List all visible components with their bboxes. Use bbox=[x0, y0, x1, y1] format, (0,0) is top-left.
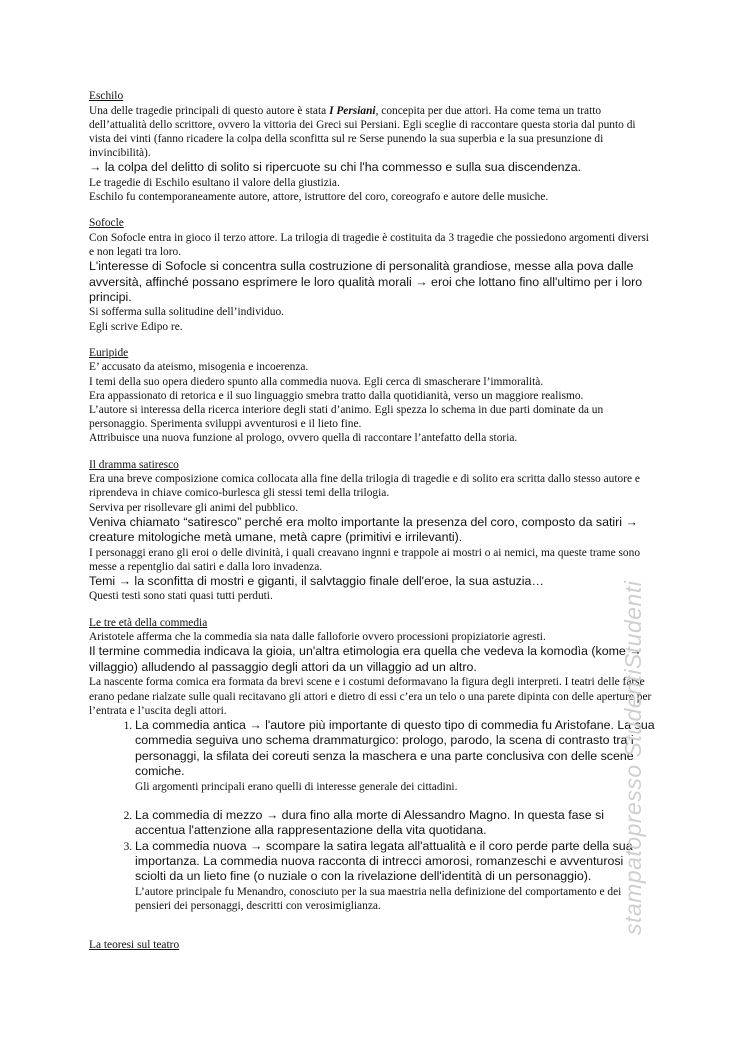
paragraph: Con Sofocle entra in gioco il terzo attore. La trilogia di tragedie è costituita da 3 tragedie che possiedono argomenti diversi e non legati tra loro. bbox=[89, 231, 649, 259]
paragraph bbox=[89, 104, 655, 161]
section-heading: La teoresi sul teatro bbox=[89, 939, 180, 952]
paragraph: La nascente forma comica era formata da brevi scene e i costumi deformavano la figura degli interpreti. I teatri delle farse erano pedane rialzate sulle quali recitavano gli attori e dietro di essi c’era un telo o una parete dipinta con delle aperture per l’entrata e l’uscita degli attori. bbox=[89, 676, 652, 717]
list-item-text: La commedia di mezzo → dura fino alla morte di Alessandro Magno. In questa fase si accentua l'attenzione alla rappresentazione della vita quotidana. bbox=[135, 807, 605, 838]
paragraph: L’autore si interessa della ricerca interiore degli stati d’animo. Egli spezza lo schema in due parti dominate da un personaggio. Sperimenta sviluppi avventurosi e il lieto fine. bbox=[89, 404, 604, 431]
section-heading: Eschilo bbox=[89, 90, 124, 102]
list-item bbox=[135, 808, 655, 839]
paragraph: Il termine commedia indicava la gioia, un'altra etimologia era quella che vedeva la komodìa (kome → villaggio) alludendo al passaggio degli attori da un villaggio ad un altro. bbox=[89, 644, 642, 674]
paragraph: I personaggi erano gli eroi o delle divinità, i quali creavano ingnni e trappole ai mostri o ai nemici, ma queste trame sono messe a repentglio dai satiri e dalla loro invadenza. bbox=[89, 546, 641, 573]
list-item-note: L’autore principale fu Menandro, conosciuto per la sua maestria nella definizione del comportamento e dei pensieri dei personaggi, descritti con verosimiglianza. bbox=[135, 885, 622, 912]
paragraph: L'interesse di Sofocle si concentra sulla costruzione di personalità grandiose, messe alla pova dalle avversità, affinché possano esprimere le loro qualità morali → eroi che lottano fino all'ultimo per i loro principi. bbox=[89, 259, 643, 305]
paragraph: Attribuisce una nuova funzione al prologo, ovvero quella di raccontare l’antefatto della storia. bbox=[89, 432, 518, 445]
section-sofocle bbox=[89, 217, 655, 334]
paragraph: E’ accusato da ateismo, misogenia e incoerenza. bbox=[89, 361, 309, 374]
list-item bbox=[135, 839, 655, 914]
list-item-note: Gli argomenti principali erano quelli di interesse generale dei cittadini. bbox=[135, 780, 458, 793]
paragraph: Le tragedie di Eschilo esultano il valore della giustizia. bbox=[89, 176, 340, 189]
watermark: stampatopresso StudentiStudenti bbox=[620, 580, 646, 935]
text-run: , concepita per due attori. Ha come tema un tratto dell’attualità dello scrittore, ovvero la vittoria dei Greci sui Persiani. Egli sceglie di raccontare questa storia dal punto di vista dei vinti (fanno ricadere la colpa della sconfitta sul re Serse punendo la sua superbia e la sua presunzione di invincibilità). bbox=[89, 104, 636, 160]
paragraph: Serviva per risollevare gli animi del pubblico. bbox=[89, 501, 299, 514]
paragraph: Questi testi sono stati quasi tutti perduti. bbox=[89, 590, 273, 603]
section-teoresi bbox=[89, 939, 655, 953]
title-emphasis: I Persiani bbox=[329, 104, 376, 117]
paragraph: → la colpa del delitto di solito si ripercuote su chi l'ha commesso e sulla sua discendenza. bbox=[89, 160, 582, 175]
paragraph: Egli scrive Edipo re. bbox=[89, 320, 183, 333]
list-item-text: La commedia antica → l'autore più importante di questo tipo di commedia fu Aristofane. La sua commedia seguiva uno schema drammaturgico: prologo, parodo, la scena di contrasto tra i personaggi, la sfilata dei coreuti senza la maschera e una parte conclusiva con delle scene comiche. bbox=[135, 717, 655, 779]
section-dramma-satiresco bbox=[89, 459, 655, 604]
comedy-ages-list bbox=[89, 718, 655, 913]
section-heading: Euripide bbox=[89, 346, 129, 359]
paragraph: Veniva chiamato “satiresco” perché era molto importante la presenza del coro, composto da satiri → creature mitologiche metà umane, metà capre (primitivi e irrilevanti). bbox=[89, 514, 638, 545]
paragraph: Eschilo fu contemporaneamente autore, attore, istruttore del coro, coreografo e autore delle musiche. bbox=[89, 191, 549, 204]
list-item bbox=[135, 718, 655, 808]
section-eschilo bbox=[89, 90, 655, 204]
section-tre-eta-commedia bbox=[89, 617, 655, 913]
text-run: Una delle tragedie principali di questo autore è stata bbox=[89, 104, 330, 117]
paragraph: I temi della suo opera diedero spunto alla commedia nuova. Egli cerca di smascherare l’immoralità. bbox=[89, 375, 544, 388]
paragraph: Era una breve composizione comica collocata alla fine della trilogia di tragedie e di solito era scritta dallo stesso autore e riprendeva in chiave comico-burlesca gli stessi temi della trilogia. bbox=[89, 473, 640, 500]
paragraph: Temi → la sconfitta di mostri e giganti, il salvtaggio finale dell'eroe, la sua astuzia… bbox=[89, 574, 544, 589]
paragraph: Era appassionato di retorica e il suo linguaggio smebra tratto dalla quotidianità, verso un maggiore realismo. bbox=[89, 389, 584, 402]
document-page bbox=[89, 90, 655, 953]
section-heading: Le tre età della commedia bbox=[89, 616, 208, 629]
paragraph: Si sofferma sulla solitudine dell’individuo. bbox=[89, 306, 284, 319]
section-heading: Il dramma satiresco bbox=[89, 458, 179, 471]
section-euripide bbox=[89, 347, 655, 446]
paragraph: Aristotele afferma che la commedia sia nata dalle falloforie ovvero processioni propiziatorie agresti. bbox=[89, 631, 546, 644]
list-item-text: La commedia nuova → scompare la satira legata all'attualità e il coro perde parte della sua importanza. La commedia nuova racconta di intrecci amorosi, romanzeschi e avventurosi sciolti da un lieto fine (o nuziale o con la rivelazione dell'identità di un personaggio). bbox=[135, 838, 633, 884]
section-heading: Sofocle bbox=[89, 217, 124, 230]
